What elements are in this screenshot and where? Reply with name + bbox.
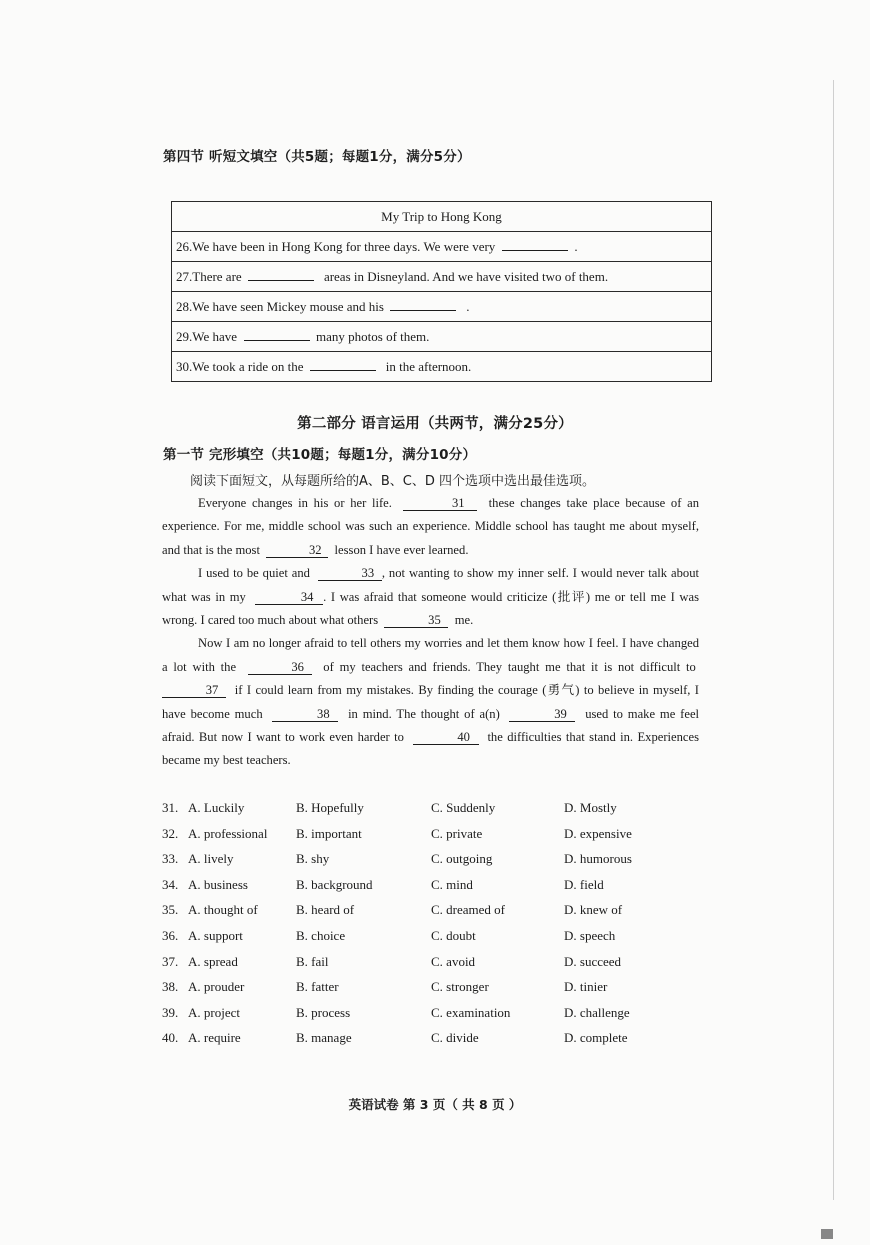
table-row <box>172 292 712 322</box>
answer-blank <box>248 268 314 281</box>
option-c: C. Suddenly <box>431 800 496 815</box>
option-row <box>162 979 682 1005</box>
option-a: A. prouder <box>188 979 245 995</box>
blank-32: 32 <box>266 543 328 558</box>
option-d: D. humorous <box>564 851 632 867</box>
option-c: C. doubt <box>431 927 476 943</box>
blank-34: 34 <box>255 590 323 605</box>
option-d: D. knew of <box>564 902 623 918</box>
table-row <box>172 262 712 292</box>
option-row <box>162 851 682 877</box>
passage-text: me. <box>454 613 474 628</box>
option-b: B. important <box>296 825 362 841</box>
option-a: A. require <box>188 1030 241 1046</box>
passage-text: Now I am no longer afraid to tell others my worries and let them know how I feel. I have changed a lot with the <box>162 636 699 674</box>
blank-35: 35 <box>384 613 448 628</box>
option-row <box>162 954 682 980</box>
passage-text: Everyone changes in his or her life. <box>198 496 392 510</box>
row-text: . <box>466 299 470 314</box>
option-d: D. tinier <box>564 979 608 995</box>
option-c: C. dreamed of <box>431 902 506 918</box>
option-b: B. shy <box>296 851 330 867</box>
option-a: A. thought of <box>188 902 258 918</box>
blank-37: 37 <box>162 683 226 698</box>
passage-text: if I could learn from my mistakes. By finding the courage (勇气) to believe in myself, I have become much <box>162 683 699 721</box>
question-number: 31. <box>162 800 179 815</box>
paragraph <box>162 632 699 772</box>
question-number: 33. <box>162 851 179 867</box>
option-b: B. background <box>296 876 373 892</box>
passage-text: , not wanting to show my inner self. I would never talk about what was in my <box>162 566 699 604</box>
passage-text: the difficulties that stand in. Experiences became my best teachers. <box>162 730 700 768</box>
blank-33: 33 <box>318 566 382 581</box>
question-number: 37. <box>162 953 179 969</box>
blank-40: 40 <box>413 730 479 745</box>
option-d: D. speech <box>564 927 616 943</box>
option-row <box>162 928 682 954</box>
row-text: 27.There are <box>176 269 242 284</box>
section4-title: 第四节 听短文填空（共5题；每题1分，满分5分） <box>163 149 471 165</box>
passage-text: in mind. The thought of a(n) <box>348 706 500 721</box>
question-number: 32. <box>162 825 179 841</box>
option-row <box>162 800 682 826</box>
option-b: B. manage <box>296 1030 352 1046</box>
option-b: B. Hopefully <box>296 800 364 815</box>
cloze-passage <box>162 492 699 773</box>
table-row <box>172 322 712 352</box>
option-c: C. outgoing <box>431 851 493 867</box>
passage-text: these changes take place because of an experience. For me, middle school was such an experience. Middle school has taught me about myself, and that is the most <box>162 496 699 557</box>
option-a: A. business <box>188 876 248 892</box>
option-d: D. challenge <box>564 1004 630 1020</box>
question-number: 39. <box>162 1004 179 1020</box>
blank-36: 36 <box>248 660 312 675</box>
passage-text: . I was afraid that someone would criticize (批评) me or tell me I was wrong. I cared too much about what others <box>162 589 700 628</box>
blank-31: 31 <box>403 496 477 511</box>
answer-options <box>162 800 682 1056</box>
option-b: B. process <box>296 1004 351 1020</box>
option-row <box>162 1005 682 1031</box>
option-a: A. support <box>188 927 243 943</box>
question-number: 34. <box>162 876 179 892</box>
option-a: A. Luckily <box>188 800 245 815</box>
option-b: B. fail <box>296 953 329 969</box>
answer-blank <box>244 328 310 341</box>
paragraph <box>162 562 699 632</box>
blank-38: 38 <box>272 707 338 722</box>
part2-title: 第二部分 语言运用（共两节，满分25分） <box>297 416 573 432</box>
option-d: D. Mostly <box>564 800 617 815</box>
option-b: B. fatter <box>296 979 339 995</box>
row-text: areas in Disneyland. And we have visited two of them. <box>323 269 609 284</box>
option-c: C. examination <box>431 1004 511 1020</box>
row-text: . <box>574 239 578 254</box>
option-a: A. lively <box>188 851 234 867</box>
question-number: 35. <box>162 902 179 918</box>
option-row <box>162 826 682 852</box>
option-d: D. complete <box>564 1030 628 1046</box>
table-title: My Trip to Hong Kong <box>172 202 712 232</box>
option-d: D. expensive <box>564 825 632 841</box>
section1-title: 第一节 完形填空（共10题；每题1分，满分10分） <box>163 447 477 463</box>
passage-text: used to make me feel afraid. But now I want to work even harder to <box>162 706 700 745</box>
answer-blank <box>390 298 456 311</box>
option-c: C. divide <box>431 1030 479 1046</box>
option-row <box>162 902 682 928</box>
option-b: B. heard of <box>296 902 355 918</box>
passage-text: lesson I have ever learned. <box>334 542 469 557</box>
instruction-text: 阅读下面短文，从每题所给的A、B、C、D 四个选项中选出最佳选项。 <box>190 474 596 489</box>
blank-39: 39 <box>509 707 575 722</box>
row-text: 29.We have <box>176 329 238 344</box>
option-b: B. choice <box>296 927 346 943</box>
qr-code-icon <box>821 1229 833 1239</box>
row-text: many photos of them. <box>316 329 430 344</box>
table-row <box>172 232 712 262</box>
option-row <box>162 1030 682 1056</box>
option-c: C. mind <box>431 876 473 892</box>
option-d: D. succeed <box>564 953 622 969</box>
question-number: 40. <box>162 1030 179 1046</box>
option-c: C. avoid <box>431 953 476 969</box>
paragraph <box>162 492 699 562</box>
option-a: A. professional <box>188 825 268 841</box>
page-edge-line <box>833 80 834 1200</box>
row-text: 26.We have been in Hong Kong for three days. We were very <box>176 239 496 254</box>
question-number: 36. <box>162 927 179 943</box>
option-row <box>162 877 682 903</box>
question-number: 38. <box>162 979 179 995</box>
option-a: A. project <box>188 1004 240 1020</box>
option-c: C. stronger <box>431 979 489 995</box>
row-text: 30.We took a ride on the <box>176 359 304 374</box>
answer-blank <box>502 238 568 251</box>
row-text: in the afternoon. <box>385 359 472 374</box>
option-c: C. private <box>431 825 483 841</box>
table-row <box>172 352 712 382</box>
option-a: A. spread <box>188 953 238 969</box>
answer-blank <box>310 358 376 371</box>
page-footer: 英语试卷 第 3 页（ 共 8 页 ） <box>348 1097 522 1112</box>
listening-fill-table <box>171 201 712 382</box>
passage-text: of my teachers and friends. They taught me that it is not difficult to <box>323 659 696 674</box>
passage-text: I used to be quiet and <box>198 566 310 581</box>
option-d: D. field <box>564 876 604 892</box>
row-text: 28.We have seen Mickey mouse and his <box>176 299 384 314</box>
